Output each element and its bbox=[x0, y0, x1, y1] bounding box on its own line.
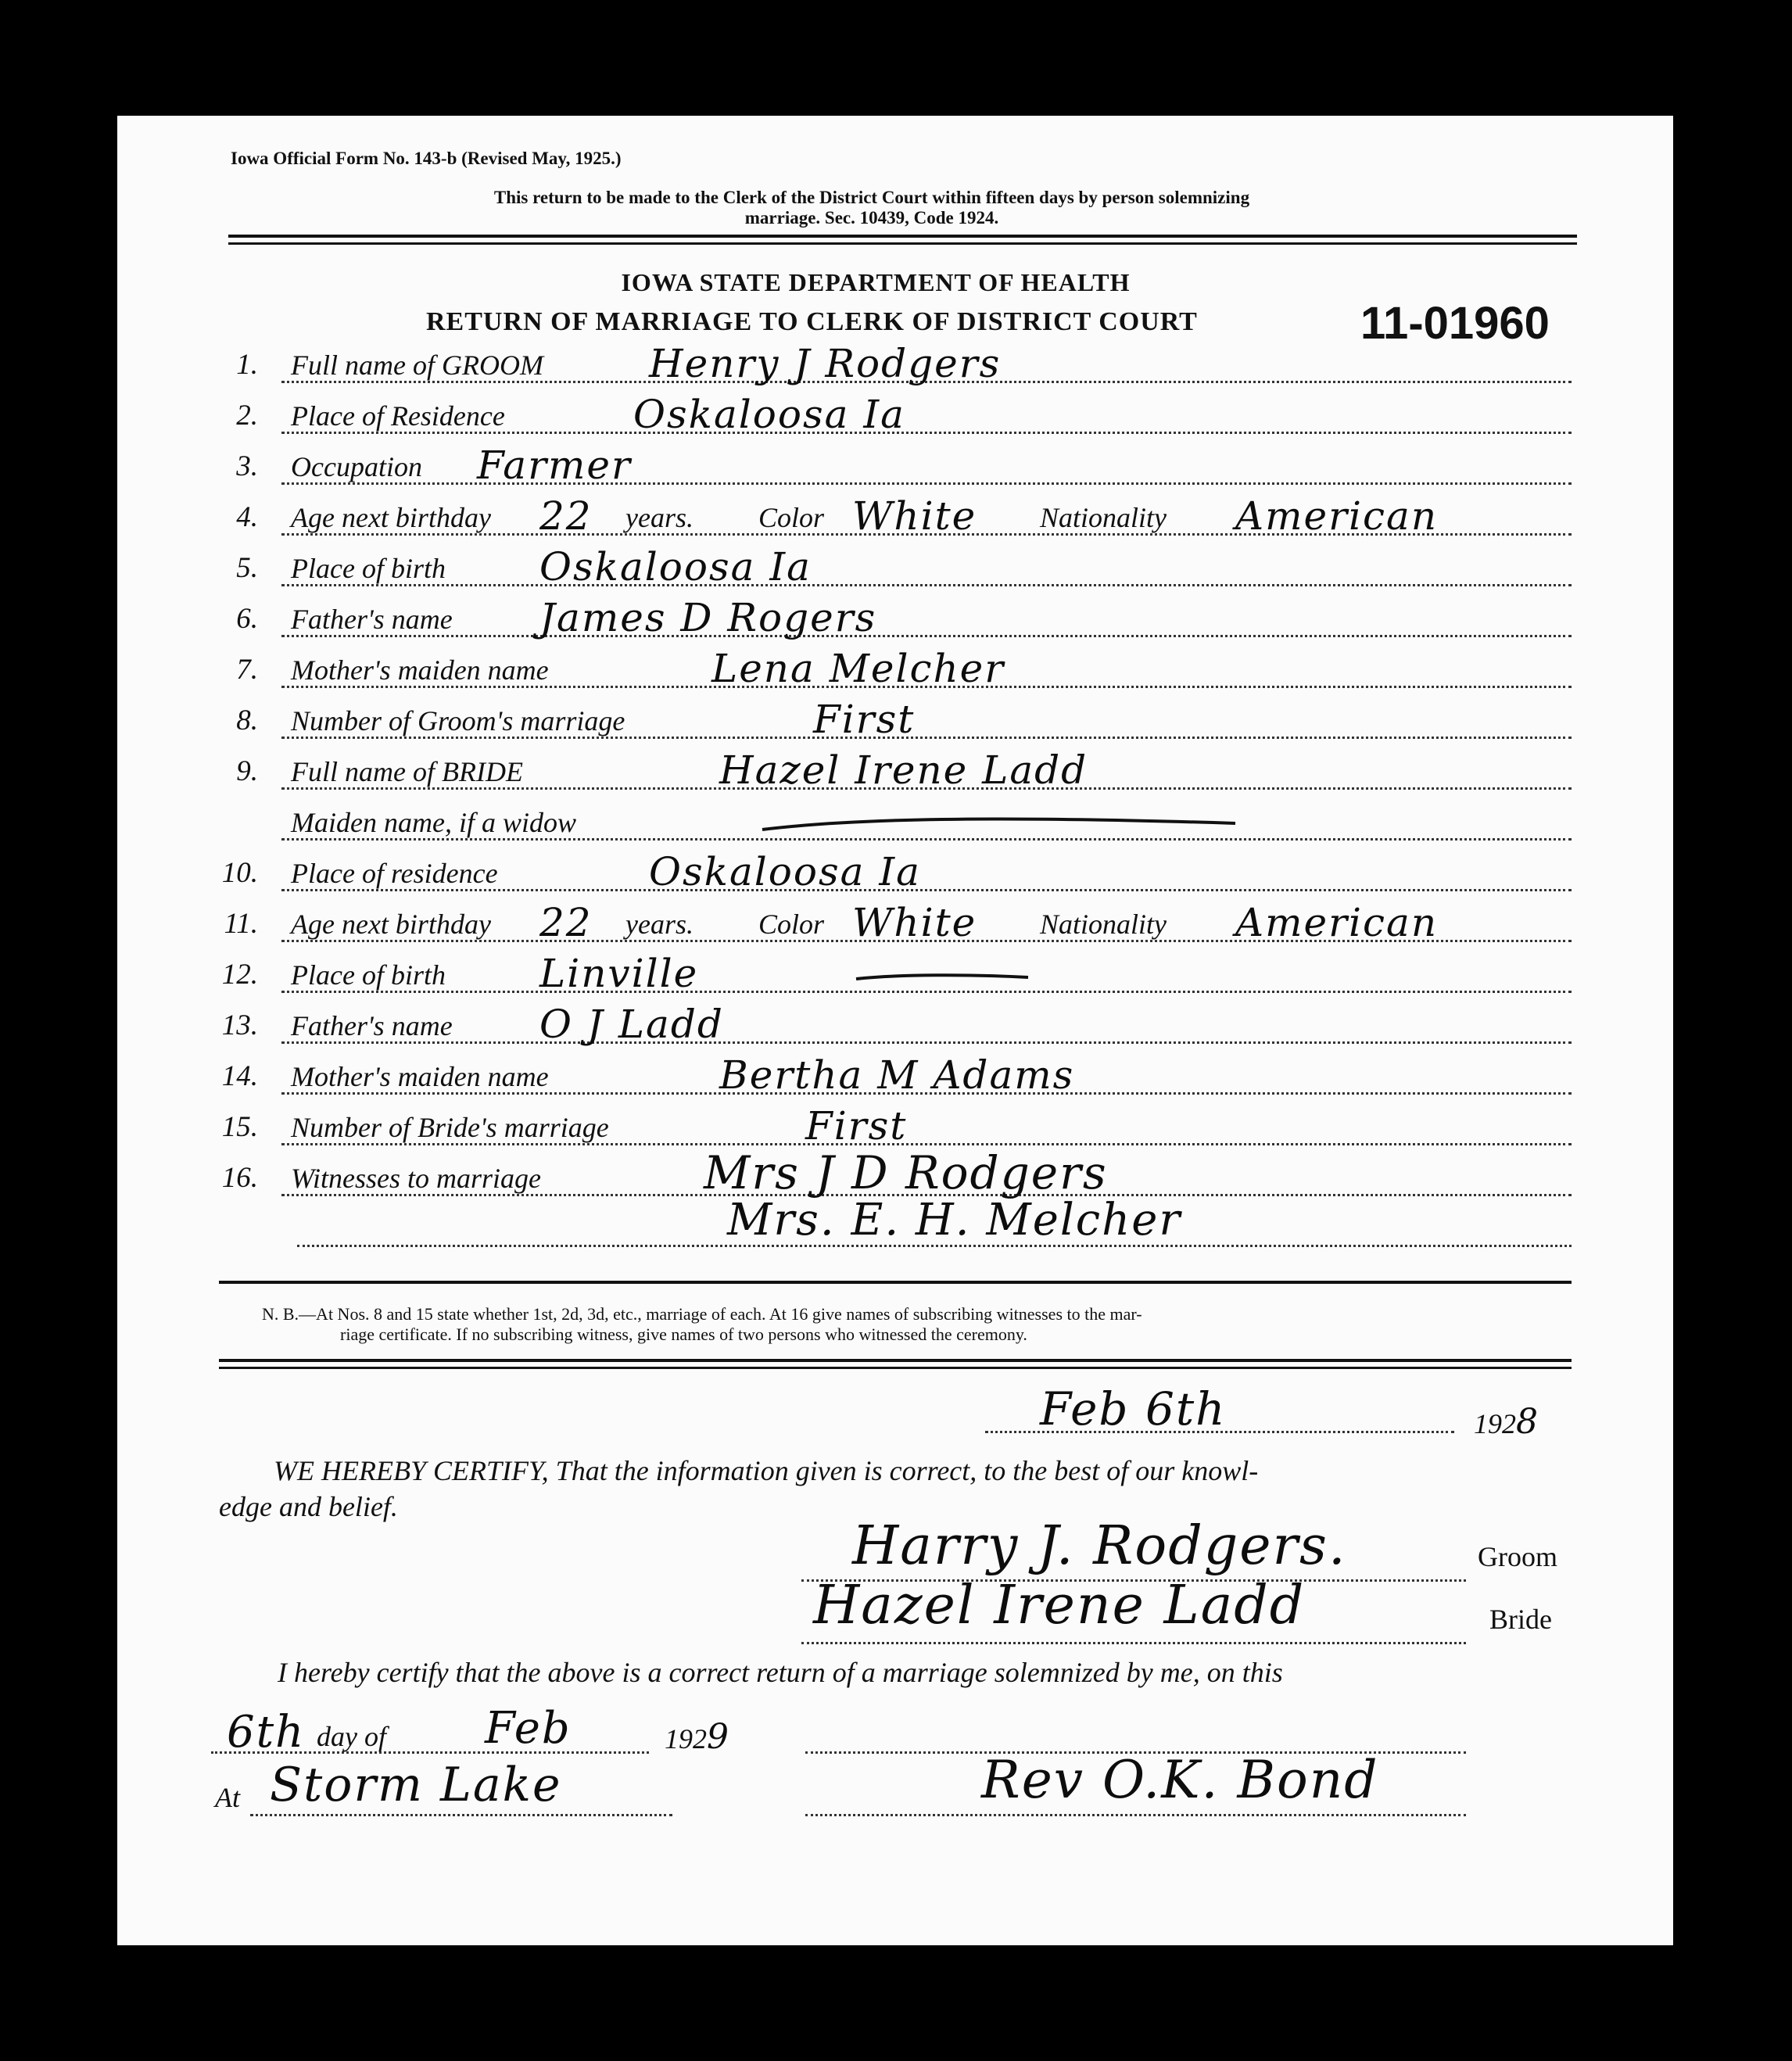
bride-color-value: White bbox=[852, 900, 977, 945]
groom-father-value: James D Rogers bbox=[539, 595, 877, 640]
year2-printed bbox=[665, 1717, 730, 1757]
years-label: years. bbox=[625, 502, 694, 533]
note-line-2: riage certificate. If no subscribing witness, give names of two persons who witnessed the ceremony. bbox=[340, 1324, 1027, 1344]
solemnize-line: I hereby certify that the above is a correct return of a marriage solemnized by me, on this bbox=[278, 1657, 1283, 1688]
field-label: Maiden name, if a widow bbox=[291, 807, 576, 838]
field-label: Mother's maiden name bbox=[291, 654, 549, 686]
bride-mother-value: Bertha M Adams bbox=[719, 1052, 1075, 1098]
field-number: 12. bbox=[221, 959, 258, 991]
field-number: 2. bbox=[236, 400, 258, 432]
field-row-groom-marriage-number bbox=[211, 698, 1572, 742]
cert-date-value: Feb 6th bbox=[1040, 1382, 1227, 1436]
groom-label: Groom bbox=[1478, 1541, 1557, 1572]
month-value: Feb bbox=[485, 1703, 572, 1754]
record-number: 11-01960 bbox=[1360, 298, 1550, 349]
groom-birthplace-value: Oskaloosa Ia bbox=[539, 544, 812, 590]
field-label: Father's name bbox=[291, 604, 453, 635]
return-title: RETURN OF MARRIAGE TO CLERK OF DISTRICT COURT bbox=[426, 307, 1198, 336]
field-row-bride-name bbox=[211, 749, 1572, 793]
certify-line-1: WE HEREBY CERTIFY, That the information given is correct, to the best of our knowl- bbox=[274, 1455, 1259, 1486]
groom-nationality-value: American bbox=[1235, 493, 1439, 539]
notes-double-rule-2 bbox=[219, 1367, 1572, 1369]
field-row-witnesses bbox=[211, 1146, 1572, 1199]
groom-marriage-number-value: First bbox=[813, 697, 916, 742]
field-row-groom-occupation bbox=[211, 444, 1572, 488]
field-row-bride-mother bbox=[211, 1054, 1572, 1098]
cert-year-prefix: 192 bbox=[1474, 1408, 1516, 1439]
field-dotted-line bbox=[281, 991, 1572, 993]
field-row-groom-father bbox=[211, 597, 1572, 640]
field-dotted-line bbox=[281, 1041, 1572, 1044]
nationality-label: Nationality bbox=[1040, 909, 1167, 940]
field-label: Number of Groom's marriage bbox=[291, 705, 625, 737]
field-label: Witnesses to marriage bbox=[291, 1163, 541, 1194]
field-row-bride-marriage-number bbox=[211, 1105, 1572, 1149]
bride-father-value: O J Ladd bbox=[539, 1002, 724, 1047]
nationality-label: Nationality bbox=[1040, 502, 1167, 533]
bride-nationality-value: American bbox=[1235, 900, 1439, 945]
officiant-signature: Rev O.K. Bond bbox=[981, 1750, 1379, 1810]
field-label: Full name of GROOM bbox=[291, 349, 543, 381]
field-dotted-line bbox=[281, 482, 1572, 485]
cert-year-printed bbox=[1474, 1402, 1539, 1442]
field-row-groom-mother bbox=[211, 647, 1572, 691]
bride-label: Bride bbox=[1489, 1604, 1552, 1635]
field-number: 14. bbox=[221, 1060, 258, 1092]
field-number: 1. bbox=[236, 349, 258, 381]
field-label: Occupation bbox=[291, 451, 422, 482]
notes-double-rule bbox=[219, 1359, 1572, 1362]
witness-1-value: Mrs J D Rodgers bbox=[704, 1146, 1108, 1199]
cert-year-suffix: 8 bbox=[1516, 1402, 1539, 1442]
groom-residence-value: Oskaloosa Ia bbox=[633, 392, 905, 437]
field-label: Place of birth bbox=[291, 959, 446, 991]
field-label: Place of residence bbox=[291, 858, 498, 889]
field-row-bride-age bbox=[211, 901, 1572, 945]
field-row-witnesses-cont bbox=[211, 1195, 1572, 1250]
note-line-1: N. B.—At Nos. 8 and 15 state whether 1st, 2d, 3d, etc., marriage of each. At 16 give names of subscribing witnesses to the mar- bbox=[262, 1304, 1142, 1324]
year2-suffix: 9 bbox=[707, 1717, 730, 1757]
field-number: 13. bbox=[221, 1009, 258, 1041]
field-number: 11. bbox=[224, 908, 258, 940]
field-dotted-line bbox=[281, 584, 1572, 586]
bride-birthplace-value: Linville bbox=[539, 951, 699, 996]
instruction-text bbox=[352, 188, 1392, 228]
bride-residence-value: Oskaloosa Ia bbox=[649, 849, 921, 894]
form-number: Iowa Official Form No. 143-b (Revised May, 1925.) bbox=[231, 149, 622, 168]
blank-stroke-mark bbox=[852, 970, 1032, 985]
marriage-return-form bbox=[117, 116, 1673, 1945]
field-number: 10. bbox=[221, 857, 258, 889]
instruction-line-1: This return to be made to the Clerk of the District Court within fifteen days by person solemnizing bbox=[493, 188, 1250, 207]
field-number: 16. bbox=[221, 1162, 258, 1194]
witness-2-value: Mrs. E. H. Melcher bbox=[727, 1195, 1182, 1246]
color-label: Color bbox=[758, 502, 825, 533]
groom-mother-value: Lena Melcher bbox=[711, 646, 1005, 691]
department-title: IOWA STATE DEPARTMENT OF HEALTH bbox=[621, 268, 1131, 296]
field-number: 7. bbox=[236, 654, 258, 686]
field-number: 15. bbox=[221, 1111, 258, 1143]
field-label: Place of birth bbox=[291, 553, 446, 584]
field-row-groom-name bbox=[211, 342, 1572, 386]
color-label: Color bbox=[758, 909, 825, 940]
field-label: Age next birthday bbox=[291, 909, 491, 940]
field-label: Father's name bbox=[291, 1010, 453, 1041]
years-label: years. bbox=[625, 909, 694, 940]
certify-line-2: edge and belief. bbox=[219, 1491, 398, 1522]
instruction-line-2: marriage. Sec. 10439, Code 1924. bbox=[744, 208, 999, 228]
field-label: Place of Residence bbox=[291, 400, 505, 432]
groom-occupation-value: Farmer bbox=[477, 443, 632, 488]
field-number: 9. bbox=[236, 755, 258, 787]
field-number: 4. bbox=[236, 501, 258, 533]
field-row-groom-residence bbox=[211, 393, 1572, 437]
groom-age-value: 22 bbox=[539, 493, 593, 539]
day-value: 6th bbox=[227, 1707, 306, 1758]
field-number: 6. bbox=[236, 603, 258, 635]
bride-signature: Hazel Irene Ladd bbox=[813, 1575, 1306, 1636]
field-label: Age next birthday bbox=[291, 502, 491, 533]
groom-color-value: White bbox=[852, 493, 977, 539]
bride-marriage-number-value: First bbox=[805, 1103, 908, 1149]
field-row-groom-birthplace bbox=[211, 546, 1572, 590]
field-row-groom-age bbox=[211, 495, 1572, 539]
bride-age-value: 22 bbox=[539, 900, 593, 945]
header-double-rule bbox=[228, 235, 1577, 238]
field-row-bride-birthplace bbox=[211, 952, 1572, 996]
place-value: Storm Lake bbox=[270, 1758, 562, 1812]
field-number: 5. bbox=[236, 552, 258, 584]
field-label: Number of Bride's marriage bbox=[291, 1112, 609, 1143]
field-dotted-line bbox=[281, 635, 1572, 637]
at-label: At bbox=[215, 1782, 240, 1813]
header-double-rule-2 bbox=[228, 242, 1577, 245]
day-of-label: day of bbox=[317, 1721, 386, 1752]
field-label: Mother's maiden name bbox=[291, 1061, 549, 1092]
notes-top-rule bbox=[219, 1281, 1572, 1284]
year2-prefix: 192 bbox=[665, 1723, 707, 1755]
bride-name-value: Hazel Irene Ladd bbox=[719, 747, 1088, 793]
field-number: 3. bbox=[236, 450, 258, 482]
field-row-bride-father bbox=[211, 1003, 1572, 1047]
blank-stroke-mark bbox=[758, 812, 1243, 836]
groom-signature: Harry J. Rodgers. bbox=[852, 1515, 1347, 1577]
field-row-bride-residence bbox=[211, 851, 1572, 894]
field-label: Full name of BRIDE bbox=[291, 756, 523, 787]
field-number: 8. bbox=[236, 704, 258, 737]
groom-name-value: Henry J Rodgers bbox=[649, 341, 1002, 386]
field-row-bride-widow-name bbox=[211, 800, 1572, 844]
